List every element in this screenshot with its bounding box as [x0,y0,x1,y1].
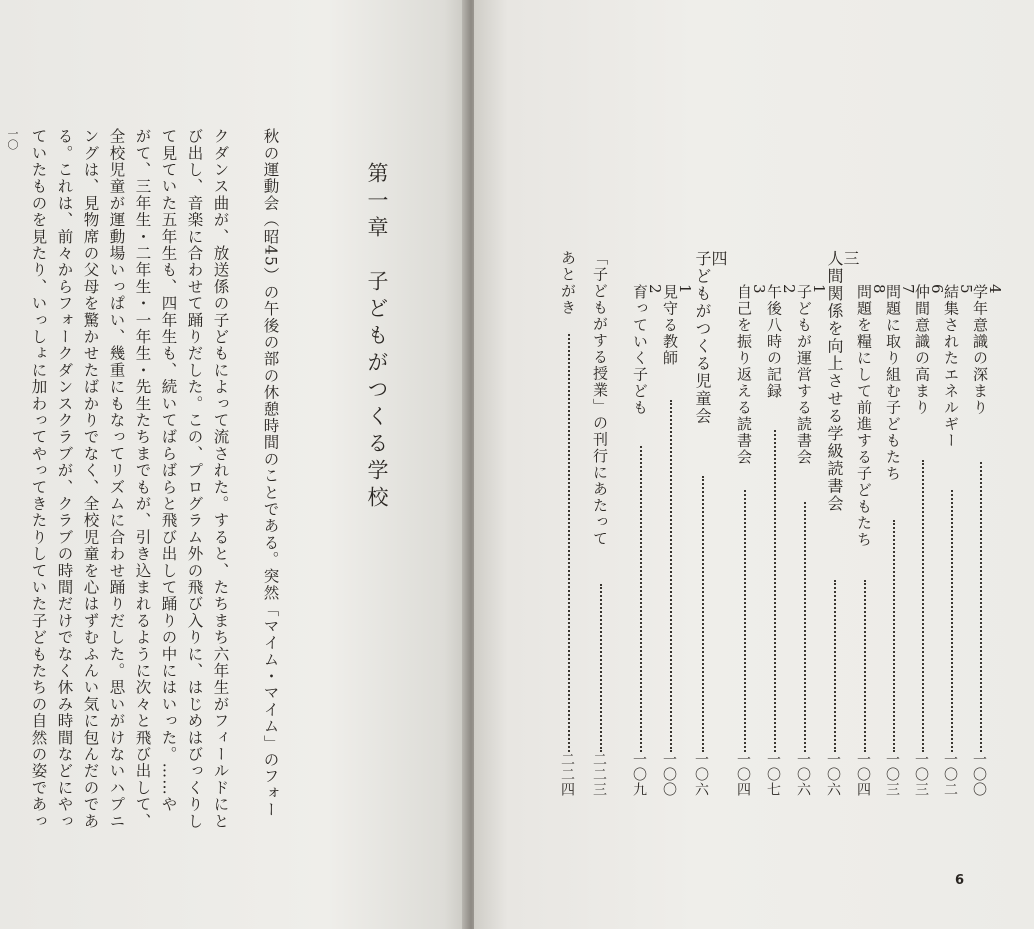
toc-page: 一〇四 [855,752,871,797]
toc-page: 一〇七 [765,752,781,797]
right-page [474,0,1034,929]
toc-page: 一〇二 [942,752,958,797]
body-line-8: る。これは、前々からフォークダンスクラブが、クラブの時間だけでなく休み時間などにやっ [55,128,74,830]
toc-leader [600,584,602,752]
toc-num: 6 [928,284,946,296]
body-line-1: 秋の運動会（昭45）の午後の部の休憩時間のことである。突然「マイム・マイム」のフォー [261,128,280,819]
toc-title: あとがき [559,250,577,316]
toc-page: 一〇〇 [661,752,677,797]
body-line-2: クダンス曲が、放送係の子どもによって流された。すると、たちまち六年生がフィールドにと [211,128,230,830]
toc-num: 1 [676,284,694,296]
toc-title: 仲間意識の高まり [913,284,931,416]
toc-entry-6[interactable] [914,284,944,416]
toc-leader [670,400,672,752]
toc-entry-7[interactable] [885,284,915,482]
toc-title: 問題に取り組む子どもたち [884,284,902,482]
toc-section-num: 三 [841,250,860,268]
toc-section-num: 四 [709,250,728,268]
toc-leader [744,490,746,752]
toc-leader [951,490,953,752]
body-line-6: 全校児童が運動場いっぱい、幾重にもなってリズムに合わせ踊りだした。思いがけないハプニ [107,128,126,830]
toc-num: 4 [986,284,1004,296]
toc-entry-3-1[interactable] [796,284,826,466]
toc-num: 1 [810,284,828,296]
toc-leader [640,446,642,752]
toc-num: 2 [646,284,664,296]
toc-title: 学年意識の深まり [971,284,989,416]
toc-title: 午後八時の記録 [765,284,783,400]
toc-leader [893,520,895,752]
toc-page: 一〇六 [693,752,709,797]
toc-page: 一〇九 [631,752,647,797]
toc-leader [774,430,776,752]
toc-entry-3-2[interactable] [766,284,796,400]
body-line-3: び出し、音楽に合わせて踊りだした。この、プログラム外の飛び入りに、はじめはびっくりし [185,128,204,830]
toc-leader [864,580,866,752]
toc-entry-4[interactable] [972,284,1002,416]
toc-title: 子どもがつくる児童会 [693,250,712,425]
toc-page: 二二三 [591,752,607,797]
toc-entry-4-1[interactable] [662,284,692,367]
toc-num: 7 [899,284,917,296]
toc-entry-5[interactable] [943,284,973,449]
toc-title: 結集されたエネルギー [942,284,960,449]
toc-entry-publication[interactable] [592,250,607,547]
toc-page: 一〇三 [884,752,900,797]
toc-title: 子どもが運営する読書会 [795,284,813,466]
toc-page: 一〇六 [825,752,841,797]
toc-title: 人間関係を向上させる学級読書会 [825,250,844,513]
chapter-title: 第一章 子どもがつくる学校 [365,162,389,513]
toc-leader [568,334,570,752]
toc-leader [922,460,924,752]
toc-page: 一〇〇 [971,752,987,797]
toc-num: 8 [870,284,888,296]
body-line-4: て見ていた五年生も、四年生も、続いてばらばらと飛び出して踊りの中にはいった。……や [159,128,178,813]
toc-title: 問題を糧にして前進する子どもたち [855,284,873,548]
page-number: 6 [955,873,965,888]
toc-page: 一〇三 [913,752,929,797]
toc-title: 「子どもがする授業」の刊行にあたって [591,250,609,547]
body-line-7: ングは、見物席の父母を驚かせたばかりでなく、全校児童を心はずむふんい気に包んだのであ [81,128,100,830]
toc-leader [702,476,704,752]
edge-page-mark: 一〇 [6,128,19,150]
toc-num: 3 [750,284,768,296]
toc-leader [834,580,836,752]
toc-page: 一〇四 [735,752,751,797]
toc-section-3[interactable] [826,250,858,513]
toc-page: 二二四 [559,752,575,797]
toc-entry-8[interactable] [856,284,886,548]
toc-section-4[interactable] [694,250,726,425]
toc-entry-afterword[interactable] [560,250,575,316]
toc-num: 2 [780,284,798,296]
toc-title: 自己を振り返える読書会 [735,284,753,466]
toc-leader [980,462,982,752]
toc-title: 見守る教師 [661,284,679,367]
toc-entry-4-2[interactable] [632,284,662,416]
body-line-9: ていたものを見たり、いっしょに加わってやってきたりしていた子どもたちの自然の姿であっ [29,128,48,830]
left-page [0,0,468,929]
toc-page: 一〇六 [795,752,811,797]
toc-title: 育っていく子ども [631,284,649,416]
body-line-5: がて、三年生・二年生・一年生・先生たちまでもが、引き込まれるように次々と飛び出して、 [133,128,152,830]
toc-entry-3-3[interactable] [736,284,766,466]
toc-leader [804,502,806,752]
toc-num: 5 [957,284,975,296]
